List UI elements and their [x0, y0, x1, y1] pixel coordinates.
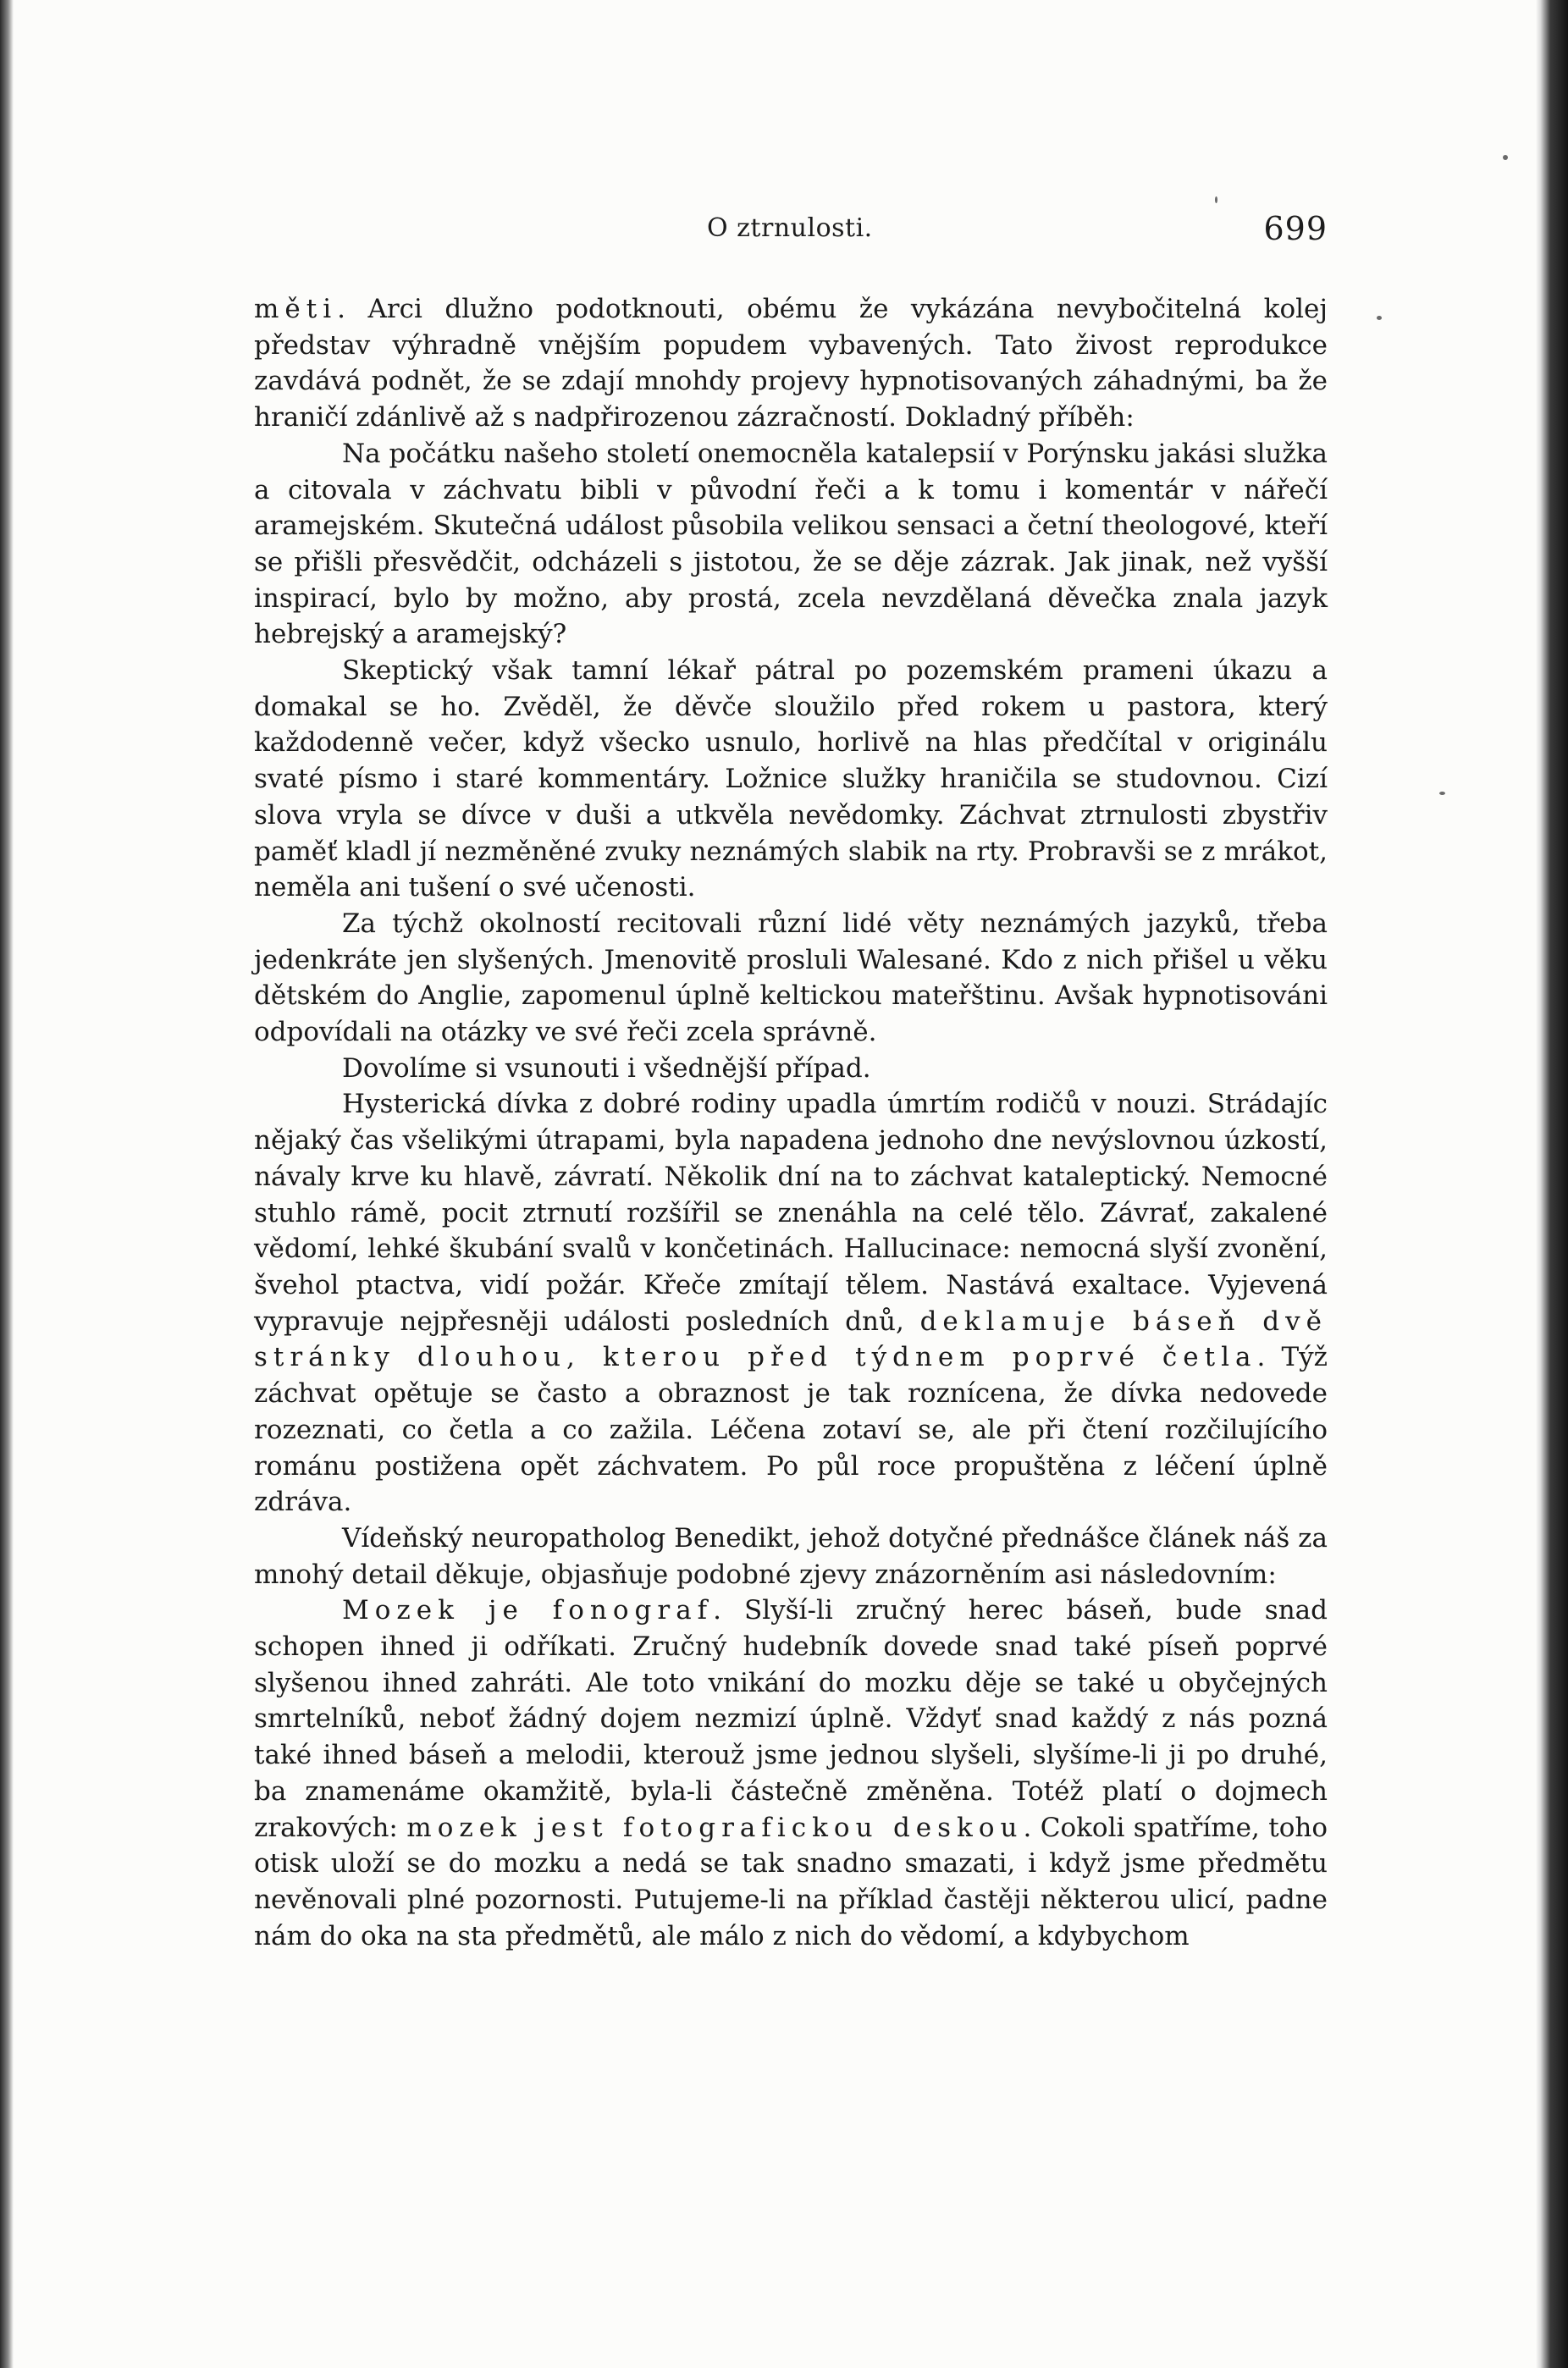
print-speck: [1215, 196, 1217, 203]
paragraph: [254, 1051, 1328, 1087]
emphasized-spaced-text: Mozek je fonograf: [342, 1595, 714, 1626]
paragraph-text: Vídeňský neuropatholog Benedikt, jehož dotyčné přednášce článek náš za mnohý detail děkuje, objasňuje podobné zjevy znázorněním asi následovním:: [254, 1522, 1328, 1590]
paragraph-text: Na počátku našeho století onemocněla katalepsií v Porýnsku jakási služka a citovala v záchvatu bibli v původní řeči a k tomu i komentár v nářečí aramejském. Skutečná událost působila velikou sensaci a četní theologové, kteří se přišli přesvědčit, odcházeli s jistotou, že se děje zázrak. Jak jinak, než vyšší inspirací, bylo by možno, aby prostá, zcela nevzdělaná děvečka znala jazyk hebrejský a aramejský?: [254, 438, 1328, 650]
page-left-edge-shadow: [0, 0, 14, 2368]
paragraph: [254, 906, 1328, 1051]
paragraph-text: . Cokoli spatříme, toho otisk uloží se do mozku a nedá se tak snadno smazati, i když jsme předmětu nevěnovali plné pozornosti. Putujeme-li na příklad častěji některou ulicí, padne nám do oka na sta předmětů, ale málo z nich do vědomí, a kdybychom: [254, 1812, 1328, 1951]
running-header: [254, 210, 1328, 251]
body-text: [254, 291, 1328, 1954]
paragraph: [254, 1521, 1328, 1592]
paragraph: [254, 291, 1328, 436]
page-right-edge-shadow: [1536, 0, 1568, 2368]
emphasized-spaced-text: deklamuje báseň dvě stránky dlouhou, kterou před týdnem poprvé četla: [254, 1305, 1328, 1373]
paragraph-text: Za týchž okolností recitovali různí lidé věty neznámých jazyků, třeba jedenkráte jen slyšených. Jmenovitě prosluli Walesané. Kdo z nich přišel u věku dětském do Anglie, zapomenul úplně keltickou mateřštinu. Avšak hypnotisováni odpovídali na otázky ve své řeči zcela správně.: [254, 908, 1328, 1048]
paragraph: [254, 1086, 1328, 1520]
paragraph-text: . Arci dlužno podotknouti, obému že vykázána nevybočitelná kolej představ výhradně vnějším popudem vybavených. Tato živost reprodukce zavdává podnět, že se zdají mnohdy projevy hypnotisovaných záhadnými, ba že hraničí zdánlivě až s nadpřirozenou zázračností. Dokladný příběh:: [254, 294, 1328, 433]
page-number: 699: [1263, 210, 1328, 247]
paragraph-text: . Slyší-li zručný herec báseň, bude snad schopen ihned ji odříkati. Zručný hudebník dovede snad také píseň poprvé slyšenou ihned zahráti. Ale toto vnikání do mozku děje se také u obyčejných smrtelníků, neboť žádný dojem nezmizí úplně. Vždyť snad každý z nás pozná také ihned báseň a melodii, kterouž jsme jednou slyšeli, slyšíme-li ji po druhé, ba znamenáme okamžitě, byla-li částečně změněna. Totéž platí o dojmech zrakových:: [254, 1595, 1328, 1843]
paragraph: [254, 1592, 1328, 1954]
print-speck: [1503, 155, 1508, 160]
emphasized-spaced-text: mozek jest fotografickou deskou: [406, 1812, 1024, 1843]
running-title: O ztrnulosti.: [707, 213, 873, 243]
paragraph: [254, 436, 1328, 653]
paragraph-text: Dovolíme si vsunouti i všednější případ.: [342, 1052, 871, 1084]
paragraph-text: Skeptický však tamní lékař pátral po pozemském prameni úkazu a domakal se ho. Zvěděl, že děvče sloužilo před rokem u pastora, který každodenně večer, když všecko usnulo, horlivě na hlas předčítal v originálu svaté písmo i staré kommentáry. Ložnice služky hraničila se studovnou. Cizí slova vryla se dívce v duši a utkvěla nevědomky. Záchvat ztrnulosti zbystřiv paměť kladl jí nezměněné zvuky neznámých slabik na rty. Probravši se z mrákot, neměla ani tušení o své učenosti.: [254, 655, 1328, 903]
paragraph-text: . Týž záchvat opětuje se často a obraznost je tak roznícena, že dívka nedovede rozeznati, co četla a co zažila. Léčena zotaví se, ale při čtení rozčilujícího románu postižena opět záchvatem. Po půl roce propuštěna z léčení úplně zdráva.: [254, 1342, 1328, 1518]
paragraph: [254, 653, 1328, 906]
print-speck: [1377, 316, 1382, 320]
paragraph-text: Hysterická dívka z dobré rodiny upadla úmrtím rodičů v nouzi. Strádajíc nějaký čas všelikými útrapami, byla napadena jednoho dne nevýslovnou úzkostí, návaly krve ku hlavě, závratí. Několik dní na to záchvat kataleptický. Nemocné stuhlo rámě, pocit ztrnutí rozšířil se znenáhla na celé tělo. Závrať, zakalené vědomí, lehké škubání svalů v končetinách. Hallucinace: nemocná slyší zvonění, švehol ptactva, vidí požár. Křeče zmítají tělem. Nastává exaltace. Vyjevená vypravuje nejpřesněji události posledních dnů,: [254, 1089, 1328, 1337]
print-speck: [1439, 792, 1445, 795]
emphasized-spaced-text: měti: [254, 294, 338, 324]
